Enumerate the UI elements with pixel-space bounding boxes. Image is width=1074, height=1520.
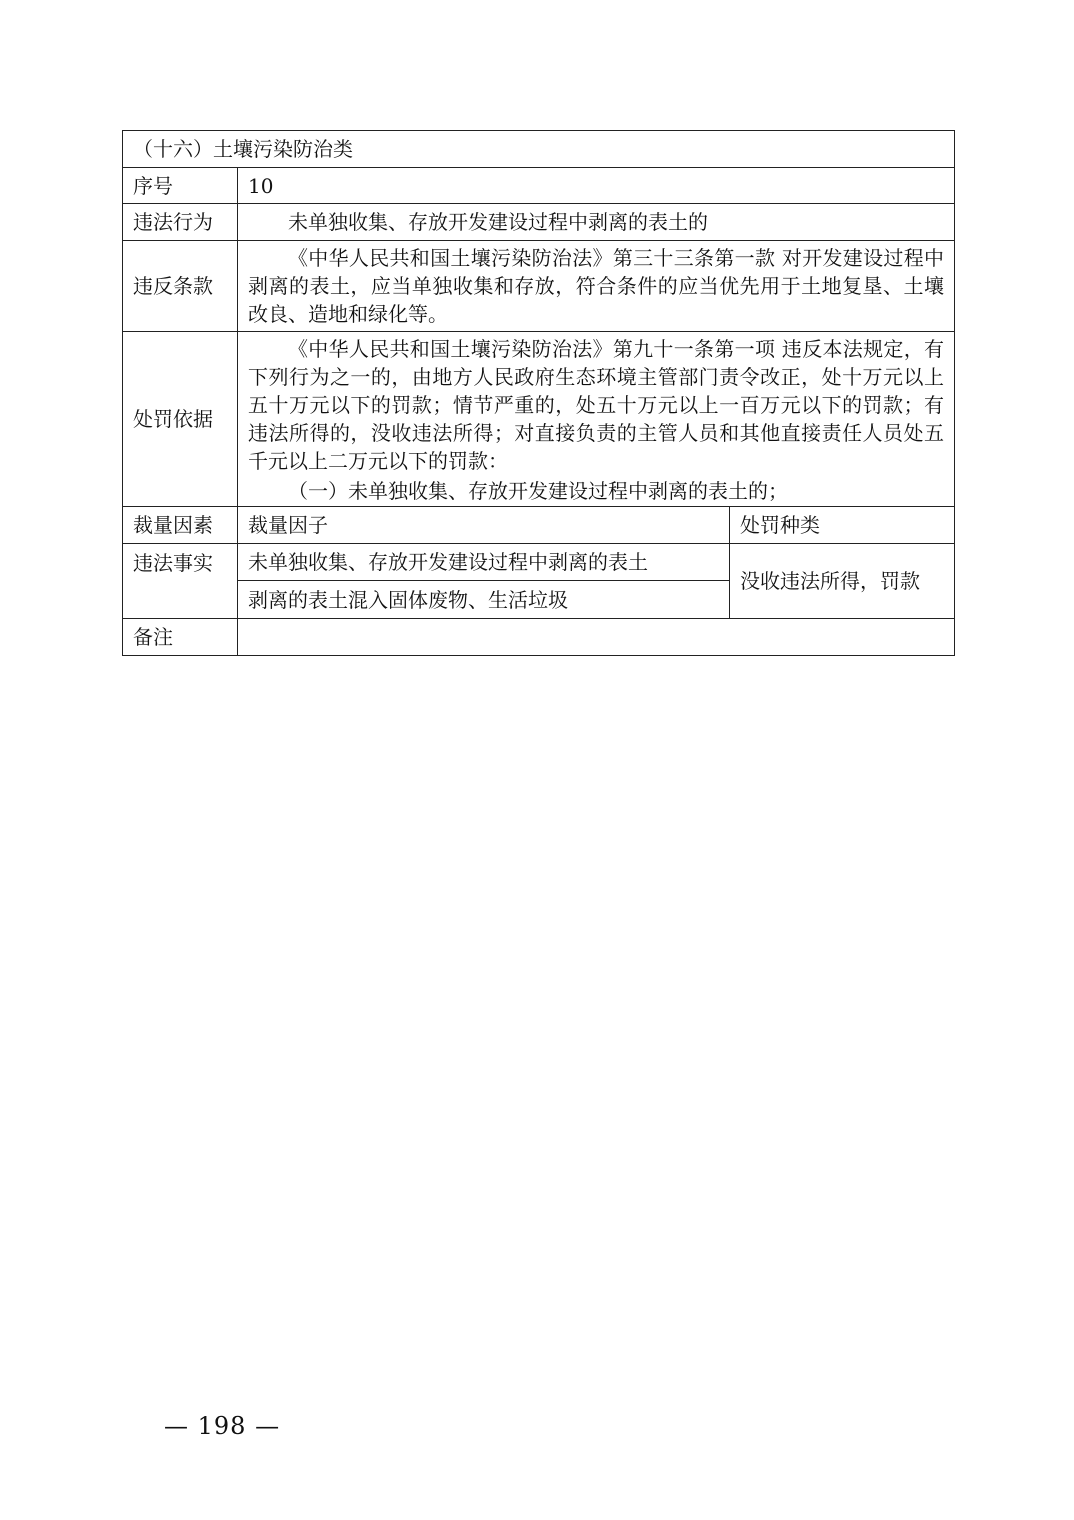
factor-header: 裁量因子 bbox=[238, 507, 730, 544]
clause-value: 《中华人民共和国土壤污染防治法》第三十三条第一款 对开发建设过程中剥离的表土，应当单独收集和存放，符合条件的应当优先用于土地复垦、土壤改良、造地和绿化等。 bbox=[248, 246, 945, 326]
penalty-type-header: 处罚种类 bbox=[730, 507, 955, 544]
remark-row bbox=[123, 619, 955, 656]
behavior-value: 未单独收集、存放开发建设过程中剥离的表土的 bbox=[238, 204, 955, 241]
clause-row bbox=[123, 241, 955, 332]
page-number: — 198 — bbox=[164, 1412, 281, 1440]
serial-row bbox=[123, 168, 955, 204]
serial-label: 序号 bbox=[123, 168, 238, 204]
clause-label: 违反条款 bbox=[123, 241, 238, 332]
penalty-basis-label: 处罚依据 bbox=[123, 332, 238, 507]
remark-label: 备注 bbox=[123, 619, 238, 656]
remark-value bbox=[238, 619, 955, 656]
penalty-discretion-table bbox=[122, 130, 955, 656]
penalty-basis-item: （一）未单独收集、存放开发建设过程中剥离的表土的； bbox=[288, 479, 788, 503]
facts-label: 违法事实 bbox=[123, 544, 238, 619]
category-title: （十六）土壤污染防治类 bbox=[123, 131, 955, 168]
penalty-basis-row bbox=[123, 332, 955, 507]
fact-item: 未单独收集、存放开发建设过程中剥离的表土 bbox=[238, 544, 730, 581]
facts-row-1 bbox=[123, 544, 955, 581]
fact-item: 剥离的表土混入固体废物、生活垃圾 bbox=[238, 581, 730, 619]
serial-value: 10 bbox=[238, 168, 955, 204]
penalty-basis-value: 《中华人民共和国土壤污染防治法》第九十一条第一项 违反本法规定，有下列行为之一的，由地方人民政府生态环境主管部门责令改正，处十万元以上五十万元以下的罚款；情节严重的，处五十万元以上一百万元以下的罚款；有违法所得的，没收违法所得；对直接负责的主管人员和其他直接责任人员处五千元以上二万元以下的罚款： bbox=[248, 337, 945, 473]
penalty-type-value: 没收违法所得，罚款 bbox=[730, 544, 955, 619]
behavior-row bbox=[123, 204, 955, 241]
behavior-label: 违法行为 bbox=[123, 204, 238, 241]
factor-label: 裁量因素 bbox=[123, 507, 238, 544]
category-row bbox=[123, 131, 955, 168]
factor-header-row bbox=[123, 507, 955, 544]
